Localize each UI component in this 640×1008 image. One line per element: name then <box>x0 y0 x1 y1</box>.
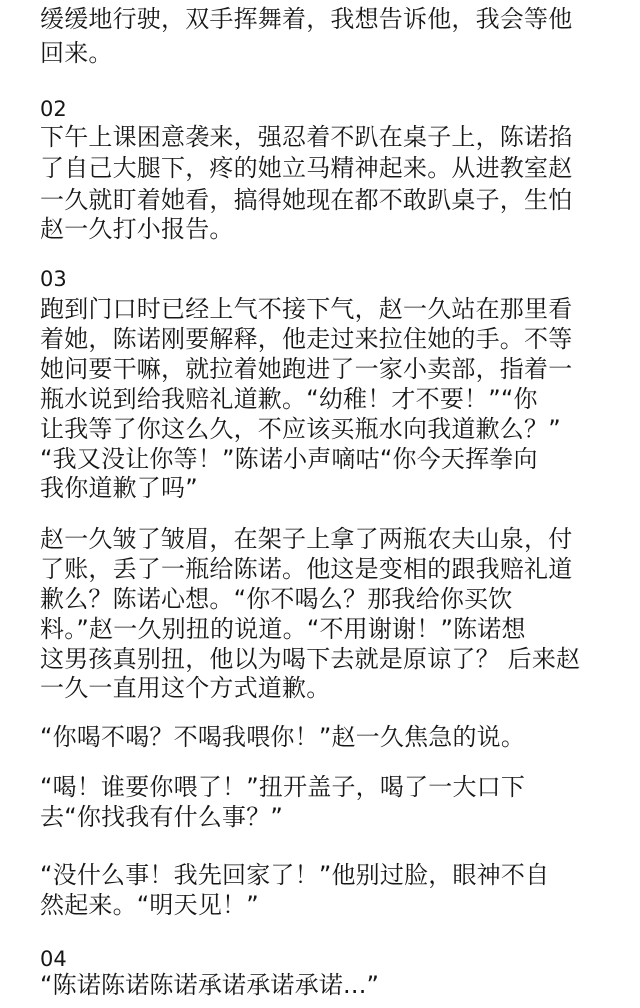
text-line: 了自己大腿下，疼的她立马精神起来。从进教室赵 <box>40 154 573 182</box>
text-line: 去“你找我有什么事？” <box>40 803 284 831</box>
text-line: 跑到门口时已经上气不接下气，赵一久站在那里看 <box>40 295 573 323</box>
text-line: 我你道歉了吗” <box>40 474 198 502</box>
text-line: 一久就盯着她看，搞得她现在都不敢趴桌子，生怕 <box>40 186 573 214</box>
text-line: 赵一久打小报告。 <box>40 215 234 243</box>
text-line: 瓶水说到给我赔礼道歉。“幼稚！才不要！”“你 <box>40 385 538 413</box>
text-line: 她问要干嘛，就拉着她跑进了一家小卖部，指着一 <box>40 355 573 383</box>
text-line: 回来。 <box>40 39 113 67</box>
text-line: 让我等了你这么久，不应该买瓶水向我道歉么？” <box>40 415 561 443</box>
text-line: 着她，陈诺刚要解释，他走过来拉住她的手。不等 <box>40 325 573 353</box>
text-line: 这男孩真别扭，他以为喝下去就是原谅了？ 后来赵 <box>40 645 581 673</box>
text-line: 歉么？陈诺心想。“你不喝么？那我给你买饮 <box>40 585 513 613</box>
text-line: 一久一直用这个方式道歉。 <box>40 674 331 702</box>
text-line: “陈诺陈诺陈诺承诺承诺承诺...” <box>40 971 380 999</box>
text-line: “喝！谁要你喂了！”扭开盖子，喝了一大口下 <box>40 773 526 801</box>
text-line: “我又没让你等！”陈诺小声嘀咕“你今天挥拳向 <box>40 445 538 473</box>
section-number: 03 <box>40 267 67 291</box>
text-line: 缓缓地行驶，双手挥舞着，我想告诉他，我会等他 <box>40 5 573 33</box>
text-line: 下午上课困意袭来，强忍着不趴在桌子上，陈诺掐 <box>40 123 573 151</box>
section-number: 04 <box>40 947 67 971</box>
text-line: 然起来。“明天见！” <box>40 891 259 919</box>
text-line: 赵一久皱了皱眉，在架子上拿了两瓶农夫山泉，付 <box>40 525 573 553</box>
text-line: “你喝不喝？不喝我喂你！”赵一久焦急的说。 <box>40 723 526 751</box>
text-line: “没什么事！我先回家了！”他别过脸，眼神不自 <box>40 861 550 889</box>
section-number: 02 <box>40 97 67 121</box>
text-line: 了账，丢了一瓶给陈诺。他这是变相的跟我赔礼道 <box>40 555 573 583</box>
text-line: 料。”赵一久别扭的说道。“不用谢谢！”陈诺想 <box>40 615 526 643</box>
